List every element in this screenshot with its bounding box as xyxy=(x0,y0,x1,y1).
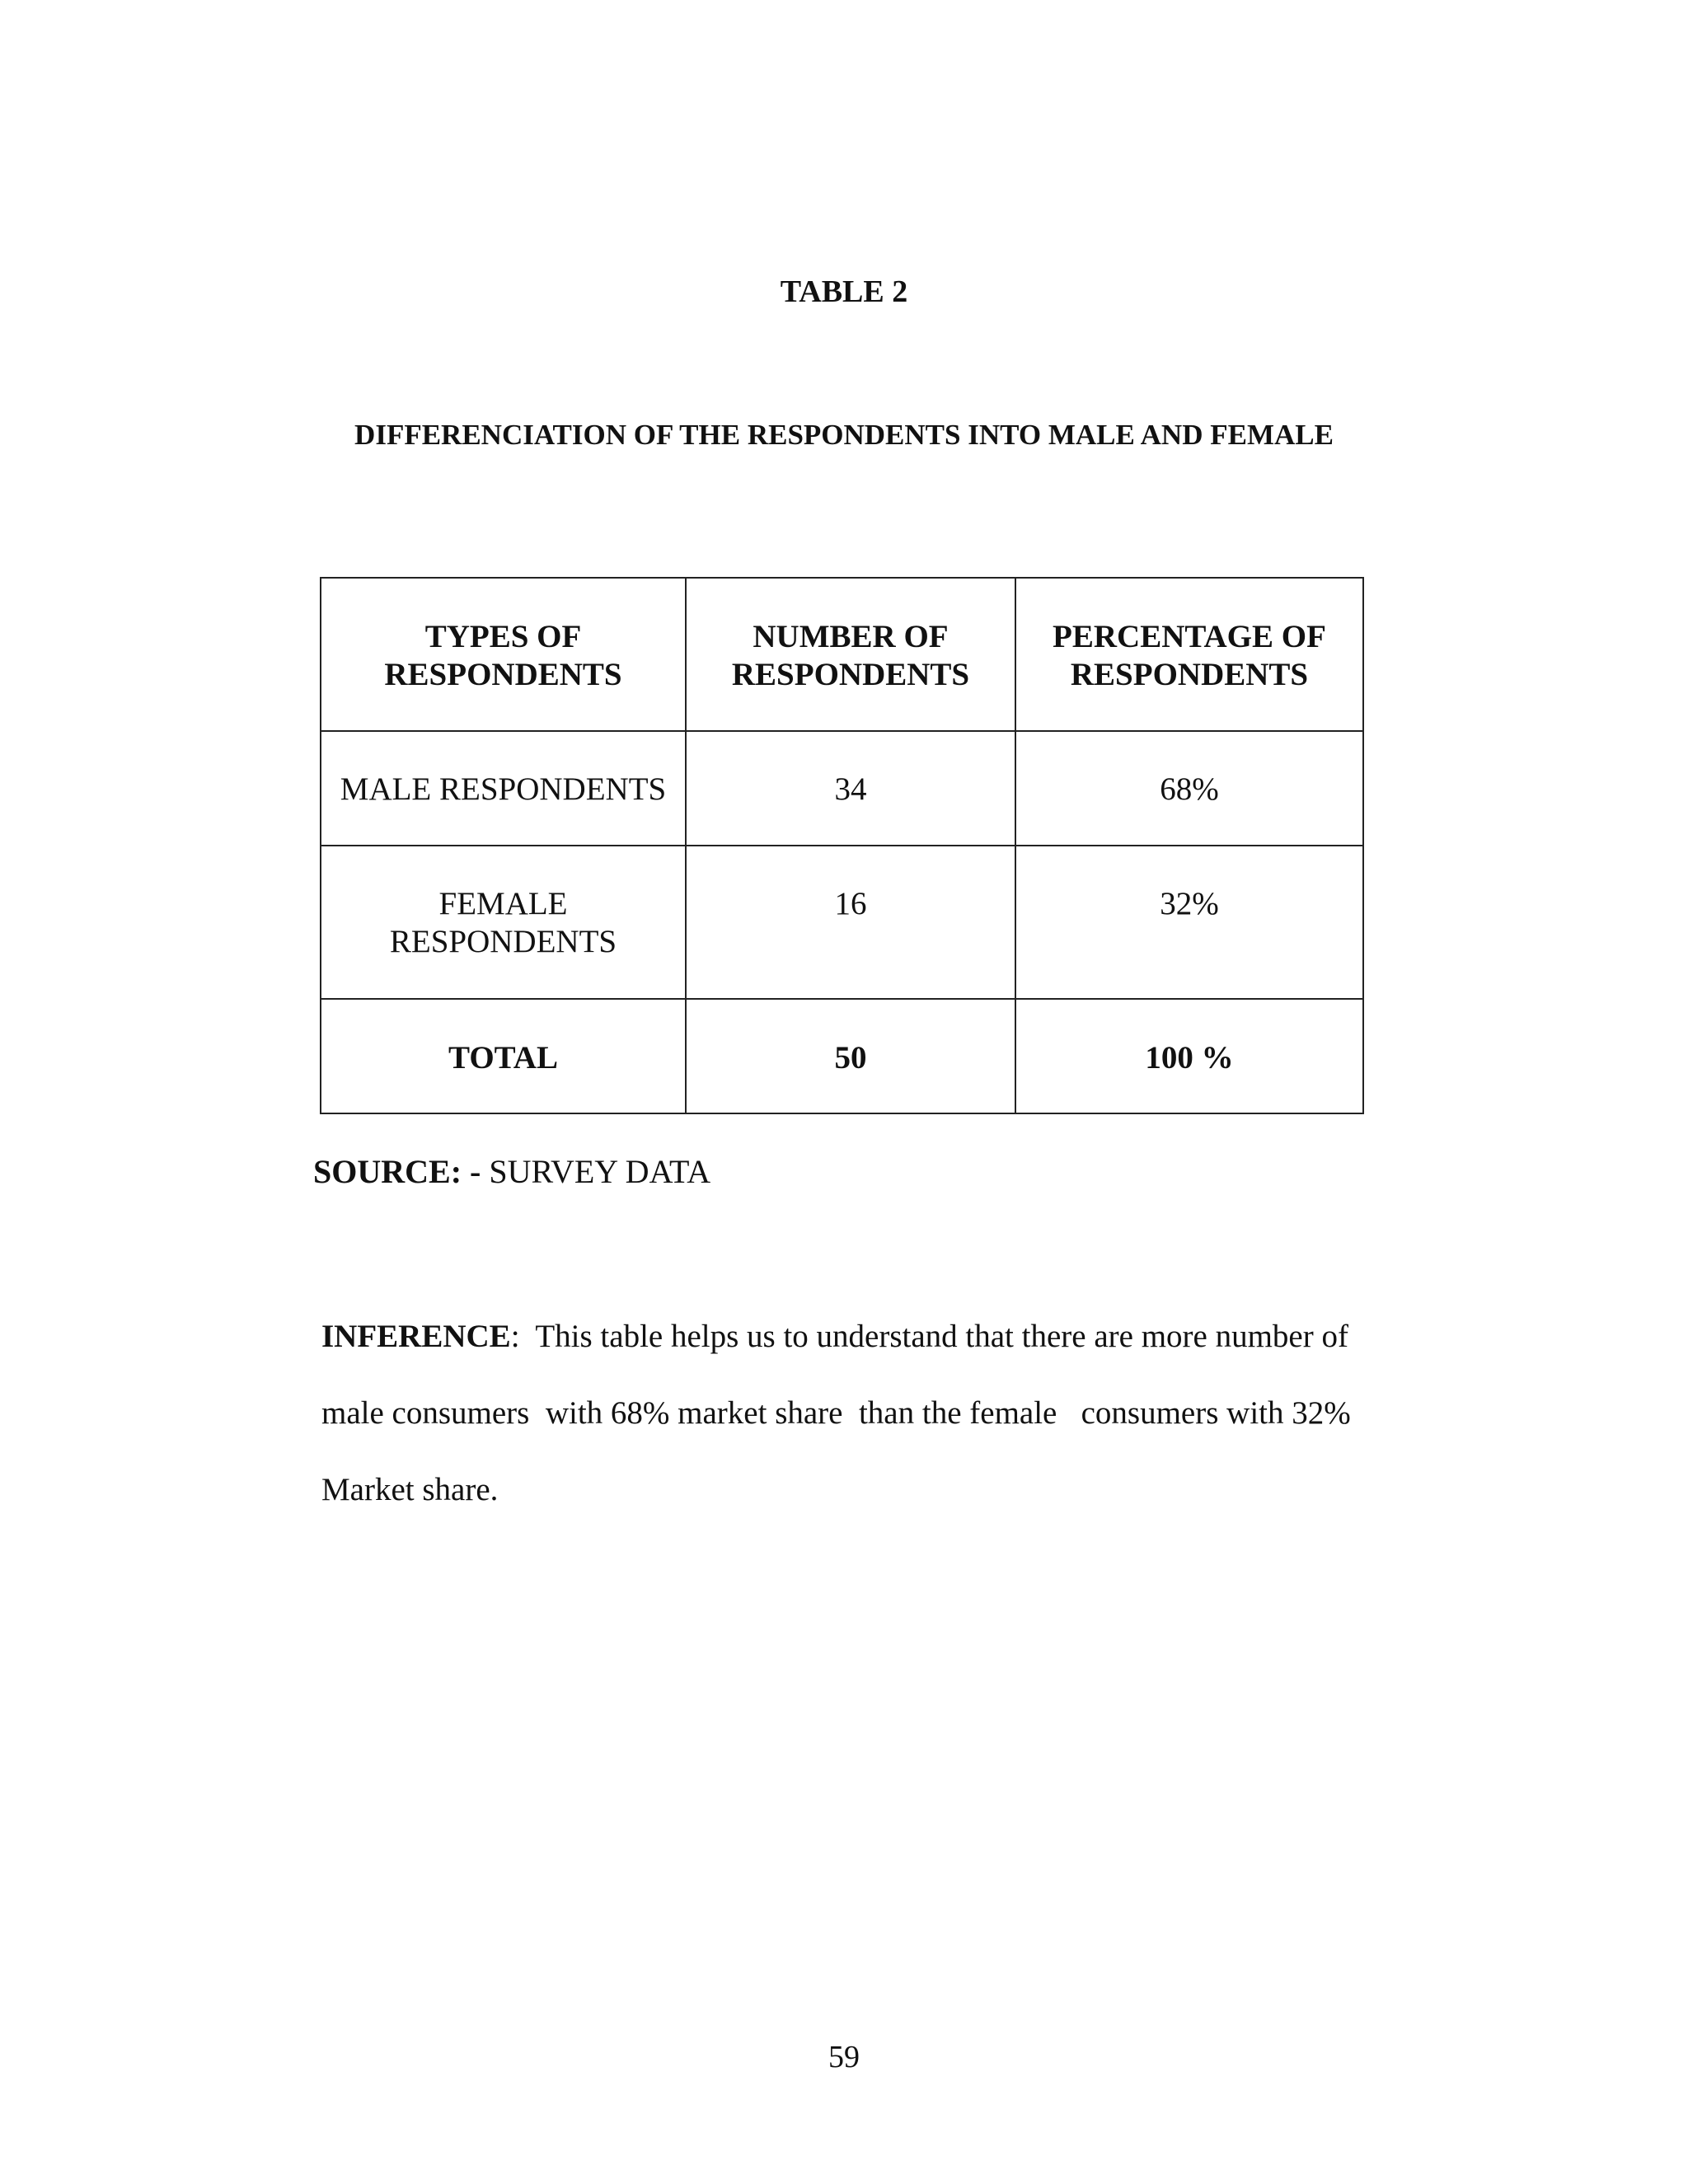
cell-percentage: 32% xyxy=(1015,846,1363,999)
cell-type xyxy=(321,731,686,846)
page-number: 59 xyxy=(828,2040,860,2074)
header-types-of-respondents xyxy=(321,578,686,731)
source-note xyxy=(313,1152,710,1192)
table-title: DIFFERENCIATION OF THE RESPONDENTS INTO MALE AND FEMALE xyxy=(354,419,1334,451)
cell-text: FEMALE xyxy=(438,886,568,921)
cell-number: 34 xyxy=(686,731,1015,846)
inference-paragraph xyxy=(321,1298,1385,1528)
cell-type: TOTAL xyxy=(321,999,686,1113)
header-line: PERCENTAGE OF xyxy=(1053,619,1326,654)
cell-type xyxy=(321,846,686,999)
table-row-female xyxy=(321,846,1363,999)
header-number-of-respondents xyxy=(686,578,1015,731)
header-line: RESPONDENTS xyxy=(731,657,970,692)
header-percentage-of-respondents xyxy=(1015,578,1363,731)
inference-label: INFERENCE xyxy=(321,1319,511,1354)
header-line: RESPONDENTS xyxy=(1070,657,1309,692)
cell-number: 16 xyxy=(686,846,1015,999)
header-line: NUMBER OF xyxy=(753,619,949,654)
inference-line: : This table helps us to understand that there are more number of xyxy=(510,1319,1348,1354)
cell-number: 50 xyxy=(686,999,1015,1113)
cell-percentage: 68% xyxy=(1015,731,1363,846)
header-line: TYPES OF xyxy=(424,619,582,654)
respondents-table xyxy=(320,577,1364,1114)
source-text: SURVEY DATA xyxy=(481,1153,711,1190)
inference-line: male consumers with 68% market share than the female consumers with 32% xyxy=(321,1395,1351,1431)
table-row-male xyxy=(321,731,1363,846)
source-label: SOURCE: - xyxy=(313,1153,481,1190)
cell-text: RESPONDENTS xyxy=(389,924,617,959)
table-header-row xyxy=(321,578,1363,731)
cell-percentage: 100 % xyxy=(1015,999,1363,1113)
header-line: RESPONDENTS xyxy=(384,657,622,692)
inference-line: Market share. xyxy=(321,1472,499,1507)
cell-text: MALE RESPONDENTS xyxy=(340,771,667,807)
table-row-total xyxy=(321,999,1363,1113)
table-caption: TABLE 2 xyxy=(780,274,908,309)
